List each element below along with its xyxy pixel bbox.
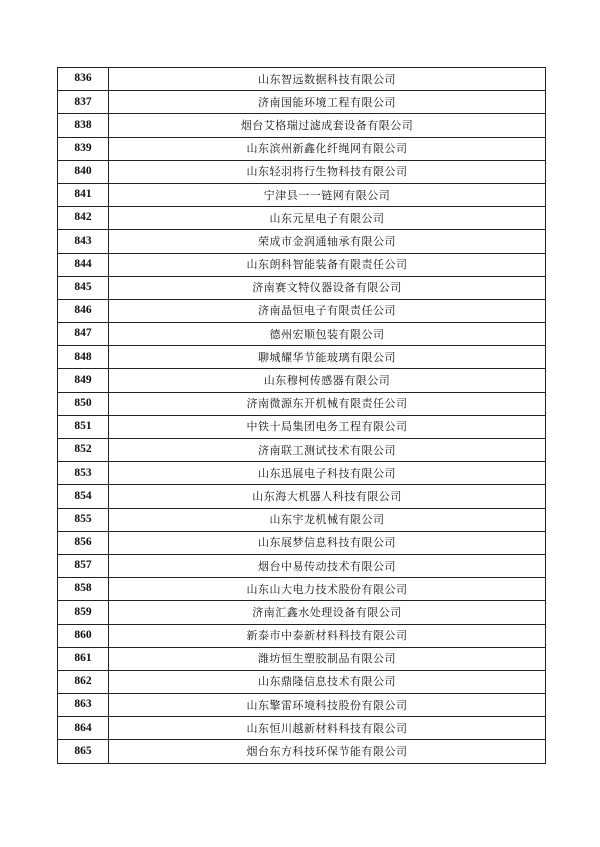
row-number: 846 [58, 299, 109, 322]
table-row [58, 415, 546, 438]
table-row [58, 601, 546, 624]
table-row [58, 439, 546, 462]
company-name: 烟台东方科技环保节能有限公司 [109, 740, 546, 763]
row-number: 857 [58, 554, 109, 577]
row-number: 858 [58, 578, 109, 601]
row-number: 854 [58, 485, 109, 508]
company-name: 山东擎雷环境科技股份有限公司 [109, 694, 546, 717]
row-number: 845 [58, 276, 109, 299]
table-row [58, 346, 546, 369]
company-list [57, 67, 543, 764]
table-row [58, 531, 546, 554]
table-body [58, 68, 546, 764]
row-number: 836 [58, 68, 109, 91]
row-number: 856 [58, 531, 109, 554]
company-name: 山东轻羽将行生物科技有限公司 [109, 160, 546, 183]
row-number: 840 [58, 160, 109, 183]
table-row [58, 647, 546, 670]
table-row [58, 554, 546, 577]
table-row [58, 694, 546, 717]
table-row [58, 323, 546, 346]
company-name: 济南国能环境工程有限公司 [109, 91, 546, 114]
row-number: 841 [58, 183, 109, 206]
company-table [57, 67, 546, 764]
company-name: 山东山大电力技术股份有限公司 [109, 578, 546, 601]
table-row [58, 230, 546, 253]
company-name: 中铁十局集团电务工程有限公司 [109, 415, 546, 438]
company-name: 潍坊恒生塑胶制品有限公司 [109, 647, 546, 670]
company-name: 山东迅展电子科技有限公司 [109, 462, 546, 485]
table-row [58, 508, 546, 531]
row-number: 851 [58, 415, 109, 438]
row-number: 843 [58, 230, 109, 253]
row-number: 864 [58, 717, 109, 740]
table-row [58, 462, 546, 485]
row-number: 863 [58, 694, 109, 717]
row-number: 852 [58, 439, 109, 462]
company-name: 山东海大机器人科技有限公司 [109, 485, 546, 508]
row-number: 859 [58, 601, 109, 624]
table-row [58, 207, 546, 230]
row-number: 850 [58, 392, 109, 415]
table-row [58, 253, 546, 276]
company-name: 宁津县一一链网有限公司 [109, 183, 546, 206]
company-name: 烟台艾格瑞过滤成套设备有限公司 [109, 114, 546, 137]
company-name: 聊城耀华节能玻璃有限公司 [109, 346, 546, 369]
company-name: 山东穆柯传感器有限公司 [109, 369, 546, 392]
table-row [58, 114, 546, 137]
table-row [58, 369, 546, 392]
table-row [58, 717, 546, 740]
row-number: 842 [58, 207, 109, 230]
row-number: 849 [58, 369, 109, 392]
company-name: 山东展梦信息科技有限公司 [109, 531, 546, 554]
row-number: 862 [58, 670, 109, 693]
company-name: 山东朗科智能装备有限责任公司 [109, 253, 546, 276]
row-number: 838 [58, 114, 109, 137]
table-row [58, 485, 546, 508]
table-row [58, 624, 546, 647]
company-name: 济南赛文特仪器设备有限公司 [109, 276, 546, 299]
company-name: 山东宇龙机械有限公司 [109, 508, 546, 531]
company-name: 烟台中易传动技术有限公司 [109, 554, 546, 577]
company-name: 山东鼎隆信息技术有限公司 [109, 670, 546, 693]
table-row [58, 392, 546, 415]
table-row [58, 740, 546, 763]
company-name: 山东恒川越新材料科技有限公司 [109, 717, 546, 740]
table-row [58, 276, 546, 299]
row-number: 844 [58, 253, 109, 276]
company-name: 山东滨州新鑫化纤绳网有限公司 [109, 137, 546, 160]
row-number: 848 [58, 346, 109, 369]
row-number: 860 [58, 624, 109, 647]
company-name: 济南联工测试技术有限公司 [109, 439, 546, 462]
company-name: 荣成市金润通轴承有限公司 [109, 230, 546, 253]
row-number: 847 [58, 323, 109, 346]
row-number: 855 [58, 508, 109, 531]
table-row [58, 68, 546, 91]
table-row [58, 299, 546, 322]
row-number: 839 [58, 137, 109, 160]
row-number: 837 [58, 91, 109, 114]
company-name: 山东元星电子有限公司 [109, 207, 546, 230]
company-name: 德州宏顺包装有限公司 [109, 323, 546, 346]
row-number: 853 [58, 462, 109, 485]
row-number: 861 [58, 647, 109, 670]
table-row [58, 670, 546, 693]
company-name: 济南汇鑫水处理设备有限公司 [109, 601, 546, 624]
table-row [58, 91, 546, 114]
table-row [58, 137, 546, 160]
company-name: 新泰市中泰新材料科技有限公司 [109, 624, 546, 647]
row-number: 865 [58, 740, 109, 763]
company-name: 济南晶恒电子有限责任公司 [109, 299, 546, 322]
table-row [58, 578, 546, 601]
company-name: 山东智远数据科技有限公司 [109, 68, 546, 91]
table-row [58, 183, 546, 206]
company-name: 济南微源东开机械有限责任公司 [109, 392, 546, 415]
table-row [58, 160, 546, 183]
